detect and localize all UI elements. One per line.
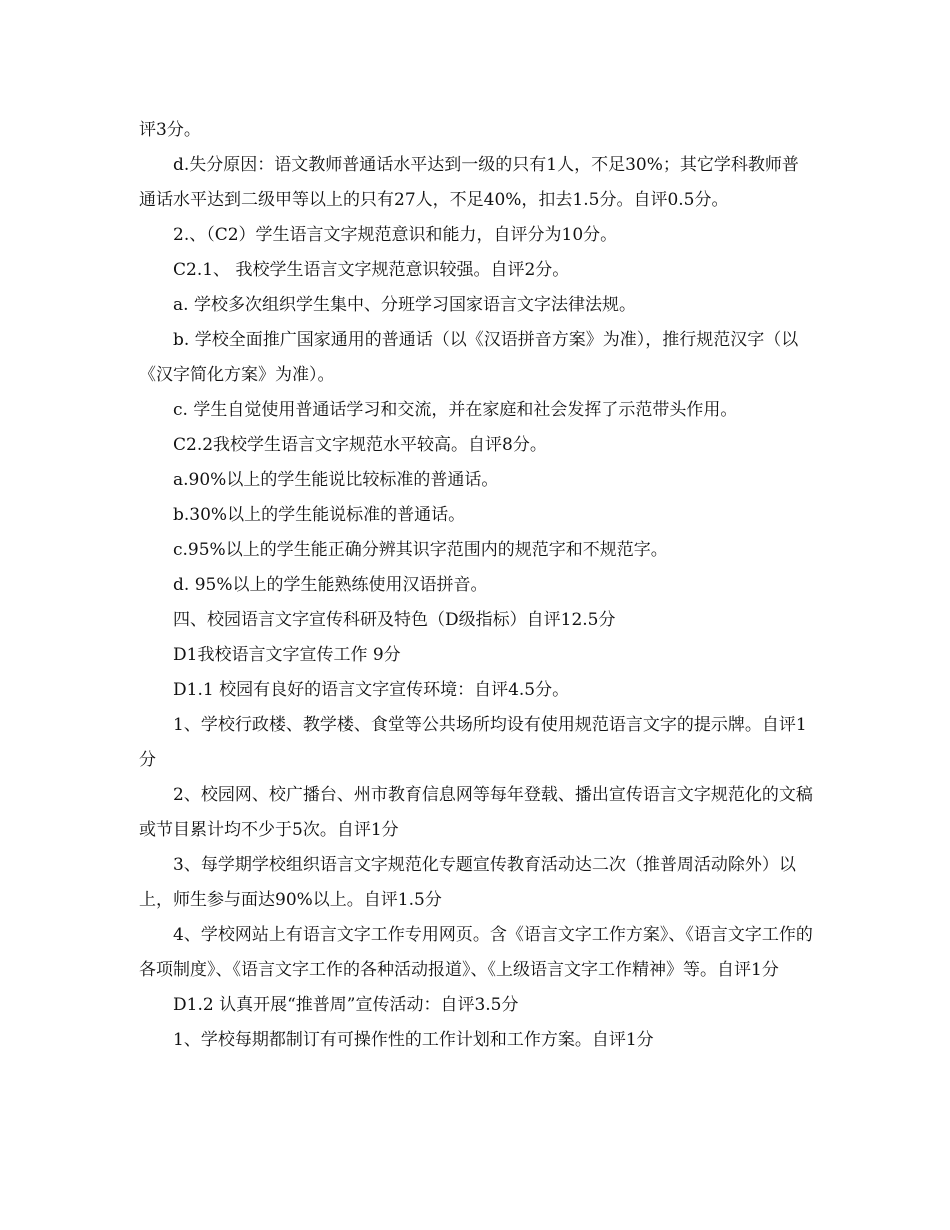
paragraph: 2.、（C2）学生语言文字规范意识和能力，自评分为10分。	[173, 225, 618, 245]
section-heading: 四、校园语言文字宣传科研及特色（D级指标）自评12.5分	[173, 610, 616, 630]
document-body	[139, 113, 814, 1058]
paragraph: 评3分。	[139, 120, 201, 140]
paragraph: D1.1 校园有良好的语言文字宣传环境：自评4.5分。	[173, 680, 570, 700]
paragraph: D1.2 认真开展“推普周”宣传活动：自评3.5分	[173, 995, 519, 1015]
paragraph: c. 学生自觉使用普通话学习和交流，并在家庭和社会发挥了示范带头作用。	[173, 400, 738, 420]
paragraph: 1、学校每期都制订有可操作性的工作计划和工作方案。自评1分	[173, 1030, 654, 1050]
paragraph: d. 95%以上的学生能熟练使用汉语拼音。	[173, 575, 488, 595]
paragraph: c.95%以上的学生能正确分辨其识字范围内的规范字和不规范字。	[173, 540, 668, 560]
paragraph: 4、学校网站上有语言文字工作专用网页。含《语言文字工作方案》、《语言文字工作的各项制度》、《语言文字工作的各种活动报道》、《上级语言文字工作精神》等。自评1分	[139, 925, 813, 980]
paragraph: b.30%以上的学生能说标准的普通话。	[173, 505, 466, 525]
paragraph: d.失分原因：语文教师普通话水平达到一级的只有1人，不足30%；其它学科教师普通话水平达到二级甲等以上的只有27人，不足40%，扣去1.5分。自评0.5分。	[139, 155, 799, 210]
paragraph: a.90%以上的学生能说比较标准的普通话。	[173, 470, 499, 490]
paragraph: b. 学校全面推广国家通用的普通话（以《汉语拼音方案》为准），推行规范汉字（以《汉字简化方案》为准）。	[139, 330, 799, 385]
paragraph: 2、校园网、校广播台、州市教育信息网等每年登载、播出宣传语言文字规范化的文稿或节目累计均不少于5次。自评1分	[139, 785, 813, 840]
paragraph: a. 学校多次组织学生集中、分班学习国家语言文字法律法规。	[173, 295, 636, 315]
paragraph: D1我校语言文字宣传工作 9分	[173, 645, 401, 665]
paragraph: 1、学校行政楼、教学楼、食堂等公共场所均设有使用规范语言文字的提示牌。自评1分	[139, 715, 807, 770]
paragraph: C2.2我校学生语言文字规范水平较高。自评8分。	[173, 435, 547, 455]
paragraph: 3、每学期学校组织语言文字规范化专题宣传教育活动达二次（推普周活动除外）以上，师生参与面达90%以上。自评1.5分	[139, 855, 796, 910]
paragraph: C2.1、 我校学生语言文字规范意识较强。自评2分。	[173, 260, 570, 280]
